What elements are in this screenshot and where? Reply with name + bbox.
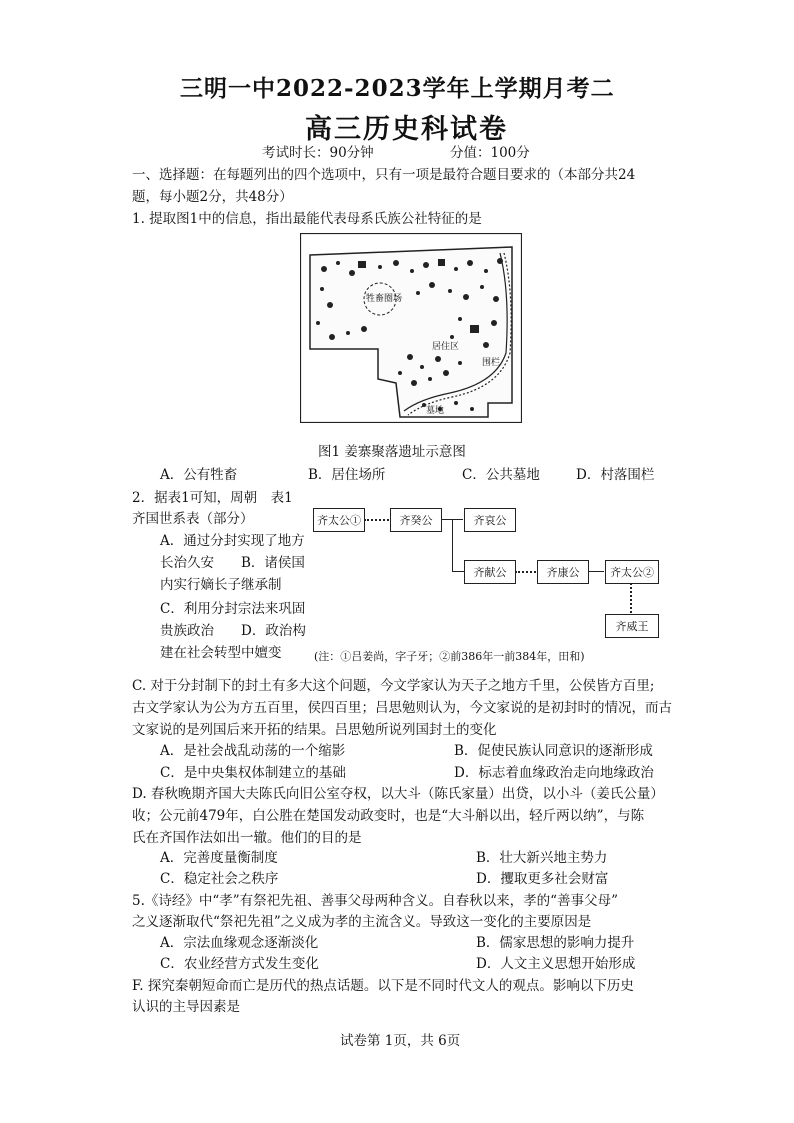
section-instruction-line1: 一、选择题：在每题列出的四个选项中，只有一项是最符合题目要求的（本部分共24 — [132, 167, 636, 183]
q4-stem-line3: 氏在齐国作法如出一辙。他们的目的是 — [132, 830, 362, 846]
map-label-pen: 牲畜圈场 — [366, 294, 403, 304]
connector-line — [588, 571, 604, 572]
q5-stem-line1: 5.《诗经》中“孝”有祭祀先祖、善事父母两种含义。自春秋以来，孝的“善事父母” — [132, 893, 618, 909]
q1-option-c[interactable]: C．公共墓地 — [462, 467, 540, 483]
q2-stem-line2: 齐国世系表（部分） — [132, 511, 254, 527]
q4-stem-line2: 收；公元前479年，白公胜在楚国发动政变时，也是“大斗斛以出，轻斤两以纳”，与陈 — [132, 808, 645, 824]
full-score: 分值：100分 — [450, 145, 530, 161]
settlement-map-figure — [300, 233, 522, 423]
node-qi-taigong-1: 齐太公① — [313, 508, 365, 532]
q2-stem-line1: 2．据表1可知，周朝 表1 — [132, 490, 293, 506]
settlement-map-svg — [300, 233, 522, 423]
q4-option-a[interactable]: A．完善度量衡制度 — [160, 850, 278, 866]
q1-option-b[interactable]: B．居住场所 — [308, 467, 386, 483]
q5-stem-line2: 之义逐渐取代“祭祀先祖”之义成为孝的主流含义。导致这一变化的主要原因是 — [132, 914, 592, 930]
q4-option-c[interactable]: C．稳定社会之秩序 — [160, 871, 279, 887]
node-qi-aigong: 齐哀公 — [464, 508, 516, 532]
q3-option-c[interactable]: C．是中央集权体制建立的基础 — [160, 765, 346, 781]
q5-option-a[interactable]: A．宗法血缘观念逐渐淡化 — [160, 935, 319, 951]
connector-vertical-dotted — [630, 583, 632, 613]
q3-option-b[interactable]: B．促使民族认同意识的逐渐形成 — [454, 743, 653, 759]
q3-option-d[interactable]: D．标志着血缘政治走向地缘政治 — [454, 765, 654, 781]
title-school-exam: 三明一中2022-2023学年上学期月考二 — [180, 75, 615, 102]
page-number: 试卷第 1页，共 6页 — [340, 1033, 461, 1049]
q5-option-c[interactable]: C．农业经营方式发生变化 — [160, 956, 319, 972]
map-label-graves: 墓地 — [426, 406, 445, 416]
q3-stem-line2: 古文学家认为公为方五百里，侯四百里；吕思勉则认为，今文家说的是初封时的情况，而古 — [132, 700, 672, 716]
q1-stem: 1. 提取图1中的信息，指出最能代表母系氏族公社特征的是 — [132, 211, 482, 227]
q2-options-ab[interactable]: A．通过分封实现了地方长治久安 B．诸侯国内实行嫡长子继承制 — [160, 533, 305, 593]
node-qi-xiangong: 齐献公 — [464, 560, 516, 584]
section-instruction-line2: 题，每小题2分，共48分） — [132, 189, 293, 205]
q2-options-cd[interactable]: C．利用分封宗法来巩固贵族政治 D．政治构建在社会转型中嬗变 — [160, 601, 306, 661]
node-qi-weiwang: 齐威王 — [605, 614, 659, 638]
q6-stem-line1: F. 探究秦朝短命而亡是历代的热点话题。以下是不同时代文人的观点。影响以下历史 — [132, 978, 634, 994]
table-note: (注：①吕姜尚，字子牙；②前386年一前384年，田和) — [314, 650, 585, 663]
q3-option-a[interactable]: A．是社会战乱动荡的一个缩影 — [160, 743, 346, 759]
map-label-living: 居住区 — [432, 342, 460, 352]
node-qi-taigong-2: 齐太公② — [605, 560, 659, 584]
q1-option-d[interactable]: D．村落围栏 — [576, 467, 655, 483]
q4-option-d[interactable]: D．攫取更多社会财富 — [476, 871, 609, 887]
figure-caption: 图1 姜寨聚落遗址示意图 — [318, 444, 466, 460]
connector-line — [452, 571, 464, 572]
connector-dotted — [364, 519, 389, 521]
q1-option-a[interactable]: A．公有牲畜 — [160, 467, 238, 483]
title-subject: 高三历史科试卷 — [305, 114, 508, 145]
q3-stem-line3: 文家说的是列国后来开拓的结果。吕思勉所说列国封土的变化 — [132, 722, 497, 738]
node-qi-kanggong: 齐康公 — [537, 560, 589, 584]
node-qi-guigong: 齐癸公 — [390, 508, 442, 532]
q4-option-b[interactable]: B．壮大新兴地主势力 — [476, 850, 608, 866]
q5-option-b[interactable]: B．儒家思想的影响力提升 — [476, 935, 635, 951]
q4-stem-line1: D. 春秋晚期齐国大夫陈氏向旧公室夺权，以大斗（陈氏家量）出贷，以小斗（姜氏公量） — [132, 786, 664, 802]
q6-stem-line2: 认识的主导因素是 — [132, 999, 240, 1015]
q3-stem-line1: C. 对于分封制下的封土有多大这个问题，今文学家认为天子之地方千里，公侯皆方百里; — [132, 678, 655, 694]
connector-vertical — [452, 519, 453, 571]
q5-option-d[interactable]: D．人文主义思想开始形成 — [476, 956, 636, 972]
connector-dotted — [515, 571, 536, 573]
exam-time: 考试时长：90分钟 — [262, 145, 374, 161]
map-label-fence: 围栏 — [482, 358, 501, 368]
